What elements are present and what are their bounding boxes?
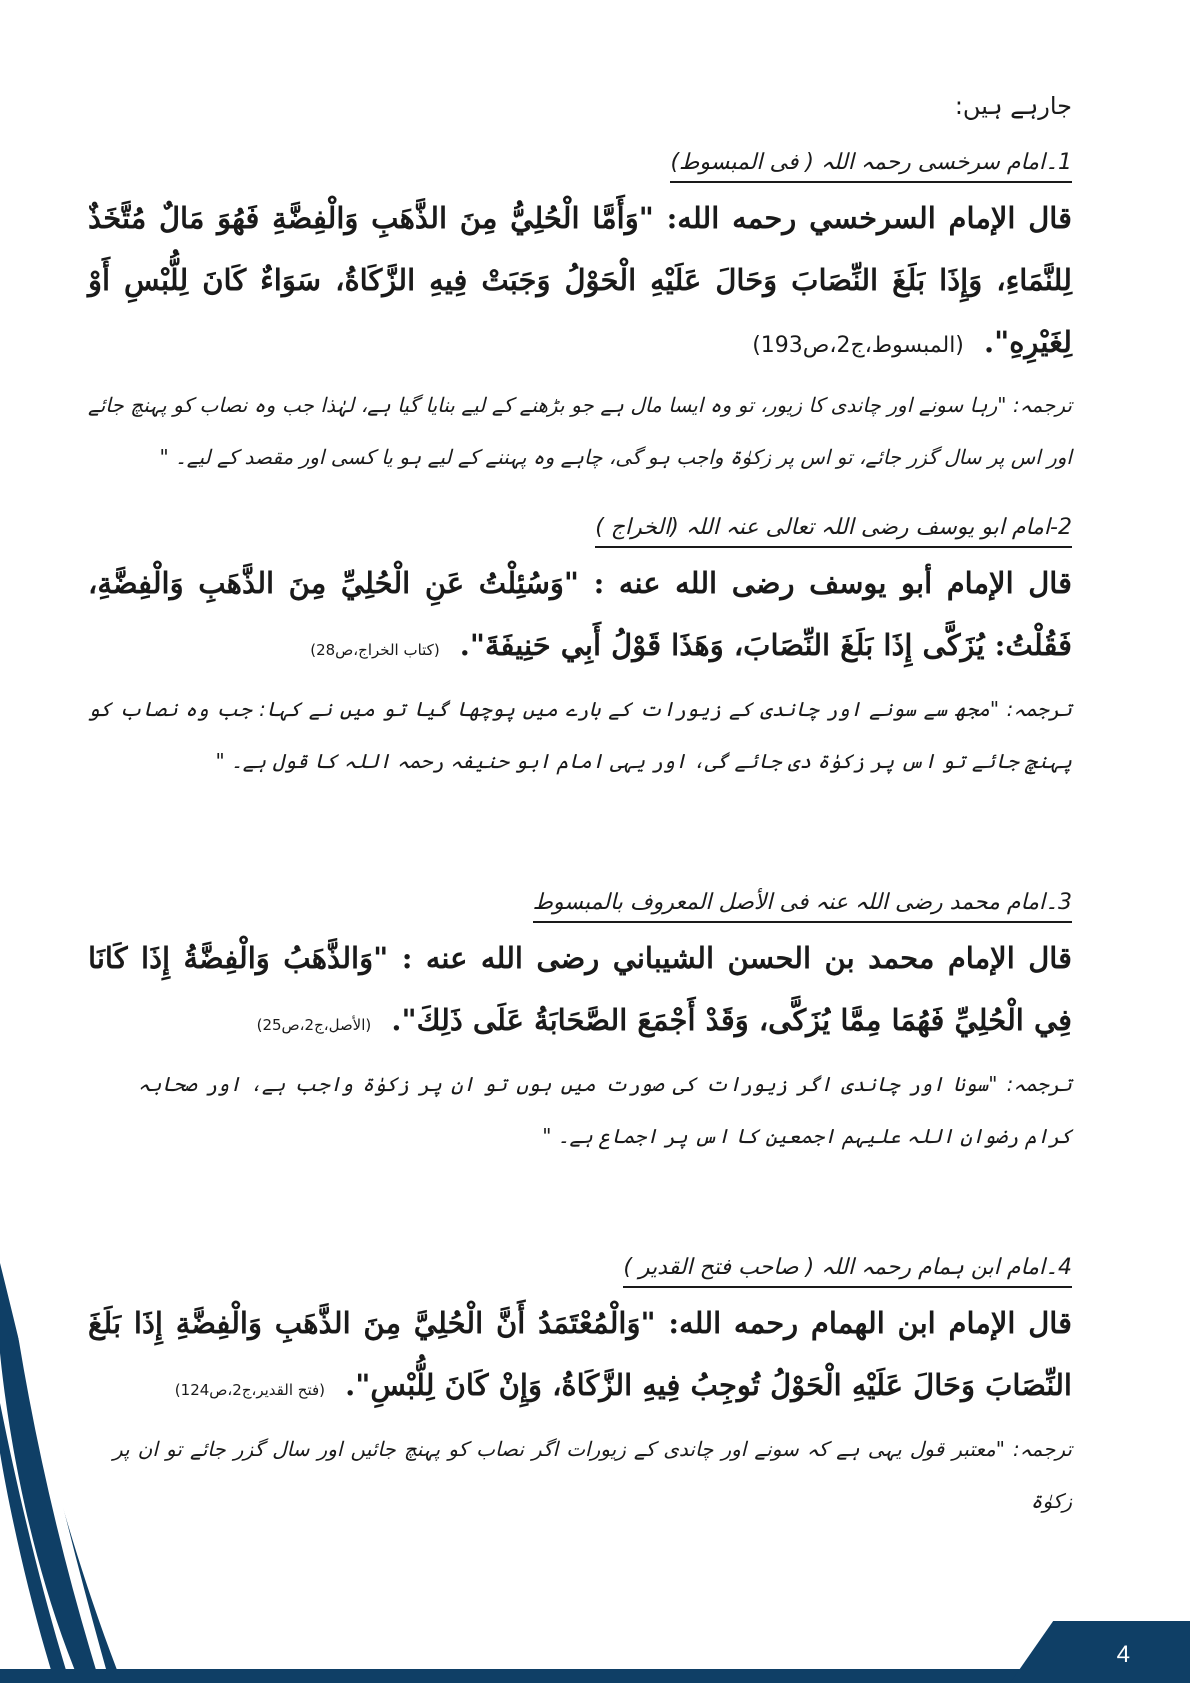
- arabic-text: قال الإمام ابن الهمام رحمه الله: "وَالْمُعْتَمَدُ أَنَّ الْحُلِيَّ مِنَ الذَّهَبِ وَالْفِضَّةِ إِذَا بَلَغَ النِّصَابَ وَحَالَ عَلَيْهِ الْحَوْلُ تُوجِبُ فِيهِ الزَّكَاةُ، وَإِنْ كَانَ لِلُّبْسِ".: [88, 1306, 1072, 1402]
- arabic-quote: [88, 927, 1072, 1056]
- section-1: [88, 150, 1072, 483]
- page-number: 4: [1116, 1641, 1130, 1668]
- urdu-translation: ترجمہ: "مجھ سے سونے اور چاندی کے زیورات کے بارے میں پوچھا گیا تو میں نے کہا: جب وہ نصاب کو پہنچ جائے تو اس پر زکوٰۃ دی جائے گی، اور یہی امام ابو حنیفہ رحمہ اللہ کا قول ہے۔ ": [88, 697, 1072, 773]
- arabic-text: قال الإمام أبو يوسف رضى الله عنه : "وَسُئِلْتُ عَنِ الْحُلِيِّ مِنَ الذَّهَبِ وَالْفِضَّةِ، فَقُلْتُ: يُزَكَّى إِذَا بَلَغَ النِّصَابَ، وَهَذَا قَوْلُ أَبِي حَنِيفَةَ".: [88, 566, 1072, 662]
- citation: (المبسوط،ج2،ص193): [752, 333, 964, 358]
- citation: (کتاب الخراج،ص28): [310, 641, 440, 659]
- arabic-text: قال الإمام السرخسي رحمه الله: "وَأَمَّا الْحُلِيُّ مِنَ الذَّهَبِ وَالْفِضَّةِ فَهُوَ مَالٌ مُتَّخَذٌ لِلنَّمَاءِ، وَإِذَا بَلَغَ النِّصَابَ وَحَالَ عَلَيْهِ الْحَوْلُ وَجَبَتْ فِيهِ الزَّكَاةُ، سَوَاءٌ كَانَ لِلُّبْسِ أَوْ لِغَيْرِهِ".: [88, 201, 1072, 359]
- section-4: [88, 1255, 1072, 1527]
- section-3: [88, 890, 1072, 1162]
- page-number-tab: [1010, 1621, 1190, 1683]
- arabic-text: قال الإمام محمد بن الحسن الشيباني رضى الله عنه : "وَالذَّهَبُ وَالْفِضَّةُ إِذَا كَانَا فِي الْحُلِيِّ فَهُمَا مِمَّا يُزَكَّى، وَقَدْ أَجْمَعَ الصَّحَابَةُ عَلَى ذَلِكَ".: [88, 941, 1072, 1037]
- urdu-translation: ترجمہ: "سونا اور چاندی اگر زیورات کی صورت میں ہوں تو ان پر زکوٰۃ واجب ہے، اور صحابہ کرام رضوان اللہ علیہم اجمعین کا اس پر اجماع ہے۔ ": [138, 1072, 1072, 1148]
- section-heading: 2-امام ابو یوسف رضی اللہ تعالی عنہ اللہ (الخراج ): [595, 515, 1072, 548]
- arabic-quote: [88, 1292, 1072, 1421]
- section-heading: 3۔امام محمد رضی اللہ عنہ فی الأصل المعروف بالمبسوط: [533, 890, 1072, 923]
- citation: (الأصل،ج2،ص25): [256, 1016, 372, 1034]
- arabic-quote: [88, 552, 1072, 681]
- urdu-translation: ترجمہ: "رہا سونے اور چاندی کا زیور، تو وہ ایسا مال ہے جو بڑھنے کے لیے بنایا گیا ہے، لہٰذا جب وہ نصاب کو پہنچ جائے اور اس پر سال گزر جائے، تو اس پر زکوٰۃ واجب ہو گی، چاہے وہ پہننے کے لیے ہو یا کسی اور مقصد کے لیے۔ ": [88, 393, 1072, 469]
- section-heading: 1۔امام سرخسی رحمہ اللہ ( فی المبسوط): [670, 150, 1072, 183]
- citation: (فتح القدیر،ج2،ص124): [174, 1381, 326, 1399]
- section-2: [88, 515, 1072, 787]
- section-heading: 4۔امام ابن ہمام رحمہ اللہ ( صاحب فتح القدیر ): [623, 1255, 1072, 1288]
- corner-swoosh-decoration: [0, 1263, 140, 1683]
- arabic-quote: [88, 187, 1072, 377]
- intro-text: جارہے ہیں:: [954, 92, 1072, 120]
- urdu-translation: ترجمہ: "معتبر قول یہی ہے کہ سونے اور چاندی کے زیورات اگر نصاب کو پہنچ جائیں اور سال گزر جائے تو ان پر زکوٰۃ: [113, 1437, 1072, 1513]
